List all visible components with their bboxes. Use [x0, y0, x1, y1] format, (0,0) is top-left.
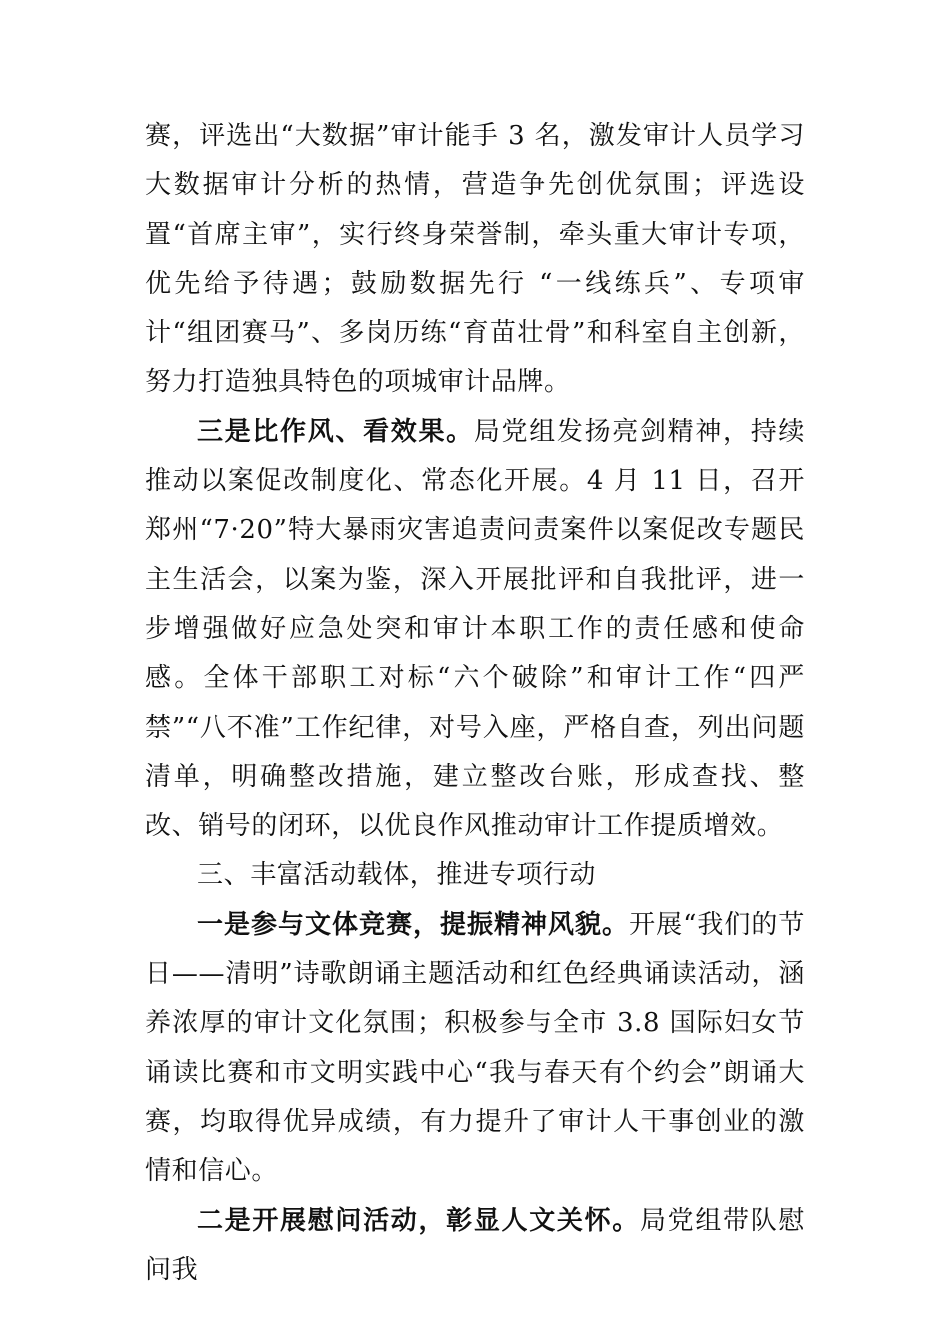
paragraph-style-effect: [145, 408, 805, 852]
paragraph-text: 局党组发扬亮剑精神，持续推动以案促改制度化、常态化开展。4 月 11 日，召开郑州“7·20”特大暴雨灾害追责问责案件以案促改专题民主生活会，以案为鉴，深入开展批评和自我批评，进一步增强做好应急处突和审计本职工作的责任感和使命感。全体干部职工对标“六个破除”和审计工作“四严禁”“八不准”工作纪律，对号入座，严格自查，列出问题清单，明确整改措施，建立整改台账，形成查找、整改、销号的闭环，以优良作风推动审计工作提质增效。: [145, 416, 805, 842]
paragraph-lead: 三是比作风、看效果。: [197, 416, 474, 447]
paragraph-lead: 二是开展慰问活动，彰显人文关怀。: [197, 1205, 640, 1236]
paragraph-condolence: [145, 1197, 805, 1296]
paragraph-continued: [145, 112, 805, 408]
paragraph-text: 赛，评选出“大数据”审计能手 3 名，激发审计人员学习大数据审计分析的热情，营造争先创优氛围；评选设置“首席主审”，实行终身荣誉制，牵头重大审计专项，优先给予待遇；鼓励数据先行 “一线练兵”、专项审计“组团赛马”、多岗历练“育苗壮骨”和科室自主创新，努力打造独具特色的项城审计品牌。: [145, 121, 805, 398]
document-body: [145, 112, 805, 1295]
paragraph-lead: 一是参与文体竞赛，提振精神风貌。: [197, 909, 630, 940]
paragraph-text: 局党组带队慰问我: [145, 1205, 805, 1285]
paragraph-sports-competition: [145, 901, 805, 1197]
paragraph-text: 开展“我们的节日——清明”诗歌朗诵主题活动和红色经典诵读活动，涵养浓厚的审计文化氛围；积极参与全市 3.8 国际妇女节诵读比赛和市文明实践中心“我与春天有个约会”朗诵大赛，均取得优异成绩，有力提升了审计人干事创业的激情和信心。: [145, 909, 805, 1187]
section-heading: 三、丰富活动载体，推进专项行动: [197, 860, 597, 891]
